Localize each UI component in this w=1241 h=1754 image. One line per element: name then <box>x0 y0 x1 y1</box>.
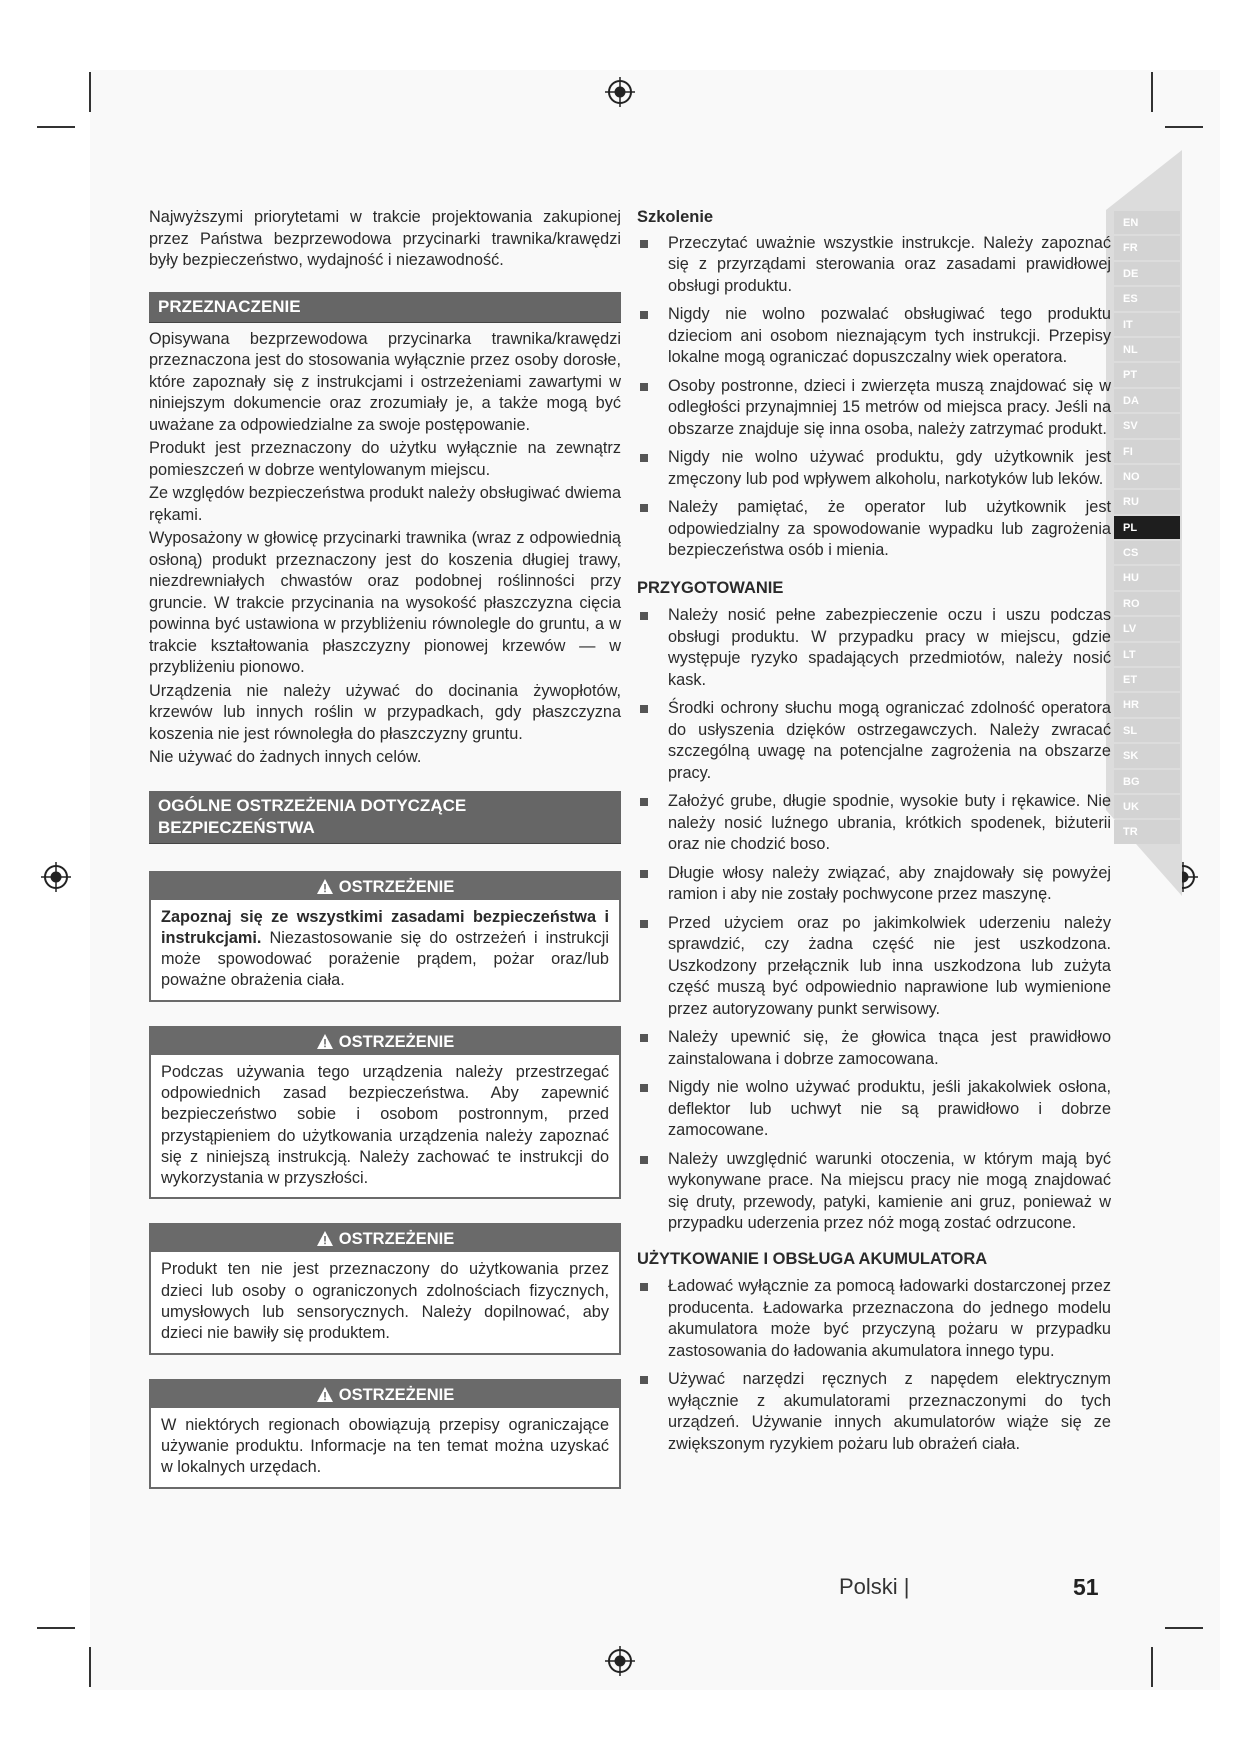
bullet-square-icon <box>640 454 648 462</box>
warning-title: OSTRZEŻENIE <box>338 877 455 896</box>
list-item-text: Długie włosy należy związać, aby znajdowały się powyżej ramion i aby nie zostały pochwycone przez maszynę. <box>668 863 1111 903</box>
akumulator-list <box>637 1276 1111 1455</box>
bullet-square-icon <box>640 870 648 878</box>
paragraph: Wyposażony w głowicę przycinarki trawnika (wraz z odpowiednią osłoną) produkt przeznaczony jest do koszenia długiej trawy, niezdrewniałych chwastów oraz podobnej roślinności przy gruncie. W trakcie przycinania na wysokość płaszczyzna cięcia powinna być ustawiona w przybliżeniu równolegle do gruntu, a w trakcie kształtowania płaszczyzny pionowej krzewów — w przybliżeniu pionowo. <box>149 529 621 676</box>
warning-text: Niezastosowanie się do ostrzeżeń i instrukcji może spowodować porażenie prądem, pożar oraz/lub poważne obrażenia ciała. <box>161 928 609 990</box>
paragraph: Produkt jest przeznaczony do użytku wyłącznie na zewnątrz pomieszczeń w dobrze wentylowanym miejscu. <box>149 439 621 479</box>
language-tabs <box>1114 211 1180 846</box>
list-item <box>637 1077 1111 1142</box>
language-tab-sl[interactable]: SL <box>1114 719 1180 742</box>
crop-mark <box>1151 1647 1153 1687</box>
list-item-text: Należy upewnić się, że głowica tnąca jest prawidłowo zainstalowana i dobrze zamocowana. <box>668 1028 1111 1068</box>
list-item <box>637 447 1111 490</box>
language-tab-ro[interactable]: RO <box>1114 592 1180 615</box>
registration-mark-icon <box>605 1646 635 1676</box>
language-tab-sk[interactable]: SK <box>1114 744 1180 767</box>
szkolenie-list <box>637 233 1111 562</box>
language-tab-ru[interactable]: RU <box>1114 490 1180 513</box>
language-tab-it[interactable]: IT <box>1114 313 1180 336</box>
crop-mark <box>1151 72 1153 112</box>
section-heading-szkolenie: Szkolenie <box>637 208 714 226</box>
list-item <box>637 497 1111 562</box>
crop-mark <box>37 126 75 128</box>
warning-symbol-icon <box>316 1386 338 1403</box>
paragraph: Urządzenia nie należy używać do docinania żywopłotów, krzewów lub innych roślin w przypadkach, gdy płaszczyzna koszenia nie jest równoległa do płaszczyzny gruntu. <box>149 681 621 743</box>
list-item <box>637 1149 1111 1235</box>
language-tab-en[interactable]: EN <box>1114 211 1180 234</box>
language-tab-fi[interactable]: FI <box>1114 440 1180 463</box>
bullet-square-icon <box>640 612 648 620</box>
warning-symbol-icon <box>316 1230 338 1247</box>
warning-header <box>151 1381 619 1408</box>
list-item <box>637 233 1111 298</box>
crop-mark <box>89 72 91 112</box>
language-tab-pl[interactable]: PL <box>1114 516 1180 539</box>
language-tab-bg[interactable]: BG <box>1114 770 1180 793</box>
bullet-square-icon <box>640 798 648 806</box>
language-tab-es[interactable]: ES <box>1114 287 1180 310</box>
section-heading-przygotowanie: PRZYGOTOWANIE <box>637 578 784 597</box>
bullet-square-icon <box>640 311 648 319</box>
warning-text: Podczas używania tego urządzenia należy przestrzegać odpowiednich zasad bezpieczeństwa. Aby zapewnić bezpieczeństwo sobie i osobom postronnym, przed przystąpieniem do użytkowania urządzenia należy zapoznać się z niniejszą instrukcją. Należy zachować te instrukcji do wykorzystania w przyszłości. <box>161 1062 609 1188</box>
list-item-text: Nigdy nie wolno używać produktu, jeśli jakakolwiek osłona, deflektor lub uchwyt nie są prawidłowo i dobrze zamocowane. <box>668 1078 1111 1139</box>
warning-symbol-icon <box>316 1033 338 1050</box>
warning-body <box>151 900 619 1000</box>
list-item-text: Założyć grube, długie spodnie, wysokie buty i rękawice. Nie należy nosić luźnego ubrania, krótkich spodenek, biżuterii oraz nie chodzić boso. <box>668 792 1111 853</box>
language-tab-lv[interactable]: LV <box>1114 617 1180 640</box>
bullet-square-icon <box>640 1283 648 1291</box>
warning-box <box>149 1223 621 1354</box>
bullet-square-icon <box>640 1084 648 1092</box>
bullet-square-icon <box>640 1034 648 1042</box>
warning-box <box>149 1026 621 1200</box>
warning-box <box>149 871 621 1002</box>
bullet-square-icon <box>640 504 648 512</box>
warning-bold-text: Zapoznaj się ze wszystkimi zasadami bezpieczeństwa i instrukcjami. <box>161 907 609 947</box>
bullet-square-icon <box>640 240 648 248</box>
language-tab-et[interactable]: ET <box>1114 668 1180 691</box>
warning-text: W niektórych regionach obowiązują przepisy ograniczające używanie produktu. Informacje na ten temat można uzyskać w lokalnych urzędach. <box>161 1415 609 1477</box>
list-item-text: Ładować wyłącznie za pomocą ładowarki dostarczonej przez producenta. Ładowarka przeznaczona do jednego modelu akumulatora może być przyczyną pożaru w przypadku zastosowania do ładowania akumulatora innego typu. <box>668 1277 1111 1360</box>
paragraph: Nie używać do żadnych innych celów. <box>149 748 422 766</box>
language-tab-hu[interactable]: HU <box>1114 566 1180 589</box>
section-heading-line: OGÓLNE OSTRZEŻENIA DOTYCZĄCE <box>158 795 467 815</box>
warning-header <box>151 1028 619 1055</box>
przygotowanie-list <box>637 605 1111 1235</box>
list-item-text: Należy nosić pełne zabezpieczenie oczu i uszu podczas obsługi produktu. W przypadku pracy w miejscu, gdzie występuje ryzyko spadających przedmiotów, należy nosić kask. <box>668 606 1111 689</box>
language-tab-uk[interactable]: UK <box>1114 795 1180 818</box>
warning-body <box>151 1408 619 1487</box>
warning-body <box>151 1252 619 1352</box>
warning-body <box>151 1055 619 1198</box>
language-tab-nl[interactable]: NL <box>1114 338 1180 361</box>
list-item-text: Środki ochrony słuchu mogą ograniczać zdolność operatora do usłyszenia dzięków ostrzegawczych. Należy zwracać szczególną uwagę na potencjalne zagrożenia na obszarze pracy. <box>668 699 1111 782</box>
warning-header <box>151 1225 619 1252</box>
bullet-square-icon <box>640 1156 648 1164</box>
section-heading-ogolne <box>149 791 621 844</box>
crop-mark <box>37 1627 75 1629</box>
footer-language: Polski | <box>839 1574 910 1599</box>
list-item-text: Nigdy nie wolno pozwalać obsługiwać tego produktu dzieciom ani osobom nieznającym tych instrukcji. Przepisy lokalne mogą ograniczać dopuszczalny wiek operatora. <box>668 305 1111 366</box>
warning-symbol-icon <box>316 878 338 895</box>
list-item-text: Przed użyciem oraz po jakimkolwiek uderzeniu należy sprawdzić, czy żadna część nie jest uszkodzona. Uszkodzony przełącznik lub inna uszkodzona lub zużyta część muszą być odpowiednio naprawione lub wymienione przez autoryzowany punkt serwisowy. <box>668 913 1111 1018</box>
list-item <box>637 863 1111 906</box>
warning-title: OSTRZEŻENIE <box>338 1385 455 1404</box>
language-tab-cs[interactable]: CS <box>1114 541 1180 564</box>
paragraph: Opisywana bezprzewodowa przycinarka trawnika/krawędzi przeznaczona jest do stosowania wyłącznie przez osoby dorosłe, które zapoznały się z instrukcjami i ostrzeżeniami zawartymi w niniejszym dokumencie oraz zrozumiały je, a także mogą być uważane za odpowiedzialne za swoje postępowanie. <box>149 329 621 434</box>
language-tab-hr[interactable]: HR <box>1114 693 1180 716</box>
list-item <box>637 304 1111 369</box>
list-item-text: Używać narzędzi ręcznych z napędem elektrycznym wyłącznie z akumulatorami przeznaczonymi do tych urządzeń. Używanie innych akumulatorów wiąże się ze zwiększonym ryzykiem pożaru lub obrażeń ciała. <box>668 1370 1111 1453</box>
language-tab-tr[interactable]: TR <box>1114 820 1180 843</box>
language-tab-sv[interactable]: SV <box>1114 414 1180 437</box>
crop-mark <box>1165 1627 1203 1629</box>
language-tab-da[interactable]: DA <box>1114 389 1180 412</box>
list-item <box>637 1027 1111 1070</box>
list-item-text: Nigdy nie wolno używać produktu, gdy użytkownik jest zmęczony lub pod wpływem alkoholu, narkotyków lub leków. <box>668 448 1111 488</box>
section-heading-akumulator: UŻYTKOWANIE I OBSŁUGA AKUMULATORA <box>637 1249 988 1268</box>
warning-title: OSTRZEŻENIE <box>338 1230 455 1249</box>
registration-mark-icon <box>605 77 635 107</box>
language-tab-de[interactable]: DE <box>1114 262 1180 285</box>
bullet-square-icon <box>640 705 648 713</box>
language-tab-no[interactable]: NO <box>1114 465 1180 488</box>
intro-paragraph: Najwyższymi priorytetami w trakcie projektowania zakupionej przez Państwa bezprzewodowa przycinarki trawnika/krawędzi były bezpieczeństwo, wydajność i niezawodność. <box>149 208 621 269</box>
list-item-text: Przeczytać uważnie wszystkie instrukcje. Należy zapoznać się z przyrządami sterowania oraz zasadami prawidłowej obsługi produktu. <box>668 233 1111 295</box>
bullet-square-icon <box>640 383 648 391</box>
warning-text: Produkt ten nie jest przeznaczony do użytkowania przez dzieci lub osoby o ograniczonych zdolnościach fizycznych, umysłowych lub sensorycznych. Należy dopilnować, aby dzieci nie bawiły się produktem. <box>161 1260 609 1343</box>
warning-box <box>149 1379 621 1489</box>
left-column <box>149 207 621 1489</box>
list-item <box>637 1276 1111 1362</box>
warning-header <box>151 873 619 900</box>
right-column <box>637 207 1111 1462</box>
language-tab-fr[interactable]: FR <box>1114 236 1180 259</box>
registration-mark-icon <box>41 862 71 892</box>
crop-mark <box>1165 126 1203 128</box>
bullet-square-icon <box>640 920 648 928</box>
list-item <box>637 376 1111 441</box>
list-item <box>637 913 1111 1021</box>
list-item <box>637 1369 1111 1455</box>
section-heading-line: BEZPIECZEŃSTWA <box>158 817 315 837</box>
page-number: 51 <box>1073 1574 1099 1600</box>
list-item <box>637 791 1111 856</box>
bullet-square-icon <box>640 1376 648 1384</box>
language-tab-pt[interactable]: PT <box>1114 363 1180 386</box>
warning-title: OSTRZEŻENIE <box>338 1032 455 1051</box>
list-item-text: Należy pamiętać, że operator lub użytkownik jest odpowiedzialny za spowodowanie wypadku lub zagrożenia bezpieczeństwa osób i mienia. <box>668 498 1111 559</box>
section-heading-przeznaczenie: PRZEZNACZENIE <box>149 292 621 323</box>
paragraph: Ze względów bezpieczeństwa produkt należy obsługiwać dwiema rękami. <box>149 484 621 524</box>
list-item <box>637 698 1111 784</box>
list-item <box>637 605 1111 691</box>
crop-mark <box>89 1647 91 1687</box>
list-item-text: Należy uwzględnić warunki otoczenia, w którym mają być wykonywane prace. Na miejscu pracy nie mogą znajdować się druty, przewody, patyki, kamienie ani gruz, ponieważ w przypadku uderzenia przez nóż mogą zostać odrzucone. <box>668 1149 1111 1232</box>
language-tab-lt[interactable]: LT <box>1114 643 1180 666</box>
list-item-text: Osoby postronne, dzieci i zwierzęta muszą znajdować się w odległości przynajmniej 15 metrów od miejsca pracy. Jeśli na obszarze znajduje się inna osoba, należy zatrzymać produkt. <box>668 376 1111 438</box>
